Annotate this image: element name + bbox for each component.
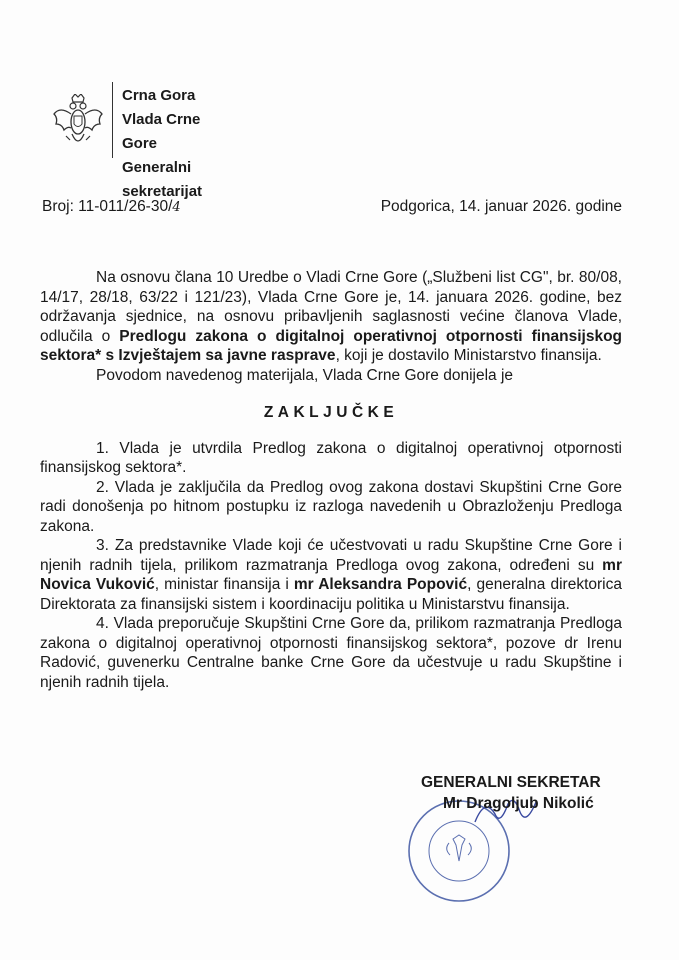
signatory-name: Mr Dragoljub Nikolić <box>443 795 594 812</box>
conclusion-1: 1. Vlada je utvrdila Predlog zakona o digitalnoj operativnoj otpornosti finansijskog sektora*. <box>40 439 622 476</box>
representative-2: mr Aleksandra Popović <box>293 576 468 593</box>
intro-text-end: , koji je dostavilo Ministarstvo finansija. <box>335 347 602 364</box>
document-date: Podgorica, 14. januar 2026. godine <box>380 198 622 215</box>
reference-number-printed: Broj: 11-011/26-30/ <box>42 198 173 215</box>
reference-number <box>42 198 181 216</box>
intro-paragraph <box>40 268 622 366</box>
signature-block <box>421 772 601 814</box>
conclusion-3-text-end: , generalna direktorica Direktorata za finansijski sistem i koordinaciju politika u Ministarstvu finansija. <box>40 576 622 613</box>
conclusion-3-text-mid: , ministar finansija i <box>154 576 294 593</box>
intro-text: Na osnovu člana 10 Uredbe o Vladi Crne Gore („Službeni list CG", br. 80/08, 14/17, 28/18, 63/22 i 121/23), Vlada Crne Gore je, 14. januara 2026. godine, bez održavanja sjednice, na osnovu pribavljenih saglasnosti većine članova Vlade, odlučila o <box>40 269 622 345</box>
document-body <box>40 268 622 692</box>
government-name: Vlada Crne Gore <box>122 111 201 152</box>
intro-second-line: Povodom navedenog materijala, Vlada Crne Gore donijela je <box>96 366 514 384</box>
office-name: Generalni sekretarijat <box>122 159 203 200</box>
reference-number-handwritten: 4 <box>172 200 181 215</box>
conclusion-3-text: 3. Za predstavnike Vlade koji će učestvovati u radu Skupštine Crne Gore i njenih radnih tijela, prilikom razmatranja Predloga ovog zakona, određeni su <box>40 537 622 574</box>
signatory-title: GENERALNI SEKRETAR <box>421 774 601 791</box>
letterhead-divider <box>112 82 113 158</box>
conclusion-4: 4. Vlada preporučuje Skupštini Crne Gore da, prilikom razmatranja Predloga zakona o digitalnoj operativnoj otpornosti finansijskog sektora*, pozove dr Irenu Radović, guvenerku Centralne banke Crne Gore da učestvuje u radu Skupštine i njenih radnih tijela. <box>40 615 622 691</box>
conclusion-2: 2. Vlada je zaključila da Predlog ovog zakona dostavi Skupštini Crne Gore radi donošenja po hitnom postupku iz razloga navedenih u Obrazloženju Predloga zakona. <box>40 478 622 535</box>
conclusions-title: ZAKLJUČKE <box>263 404 399 421</box>
intro-bold-text: Predlogu zakona o digitalnoj operativnoj otpornosti finansijskog sektora* s Izvještajem sa javne rasprave <box>40 327 623 364</box>
country-name: Crna Gora <box>122 87 196 104</box>
conclusion-3 <box>40 536 622 614</box>
representative-1: mr Novica Vuković <box>40 556 622 593</box>
coat-of-arms-icon <box>52 94 104 150</box>
